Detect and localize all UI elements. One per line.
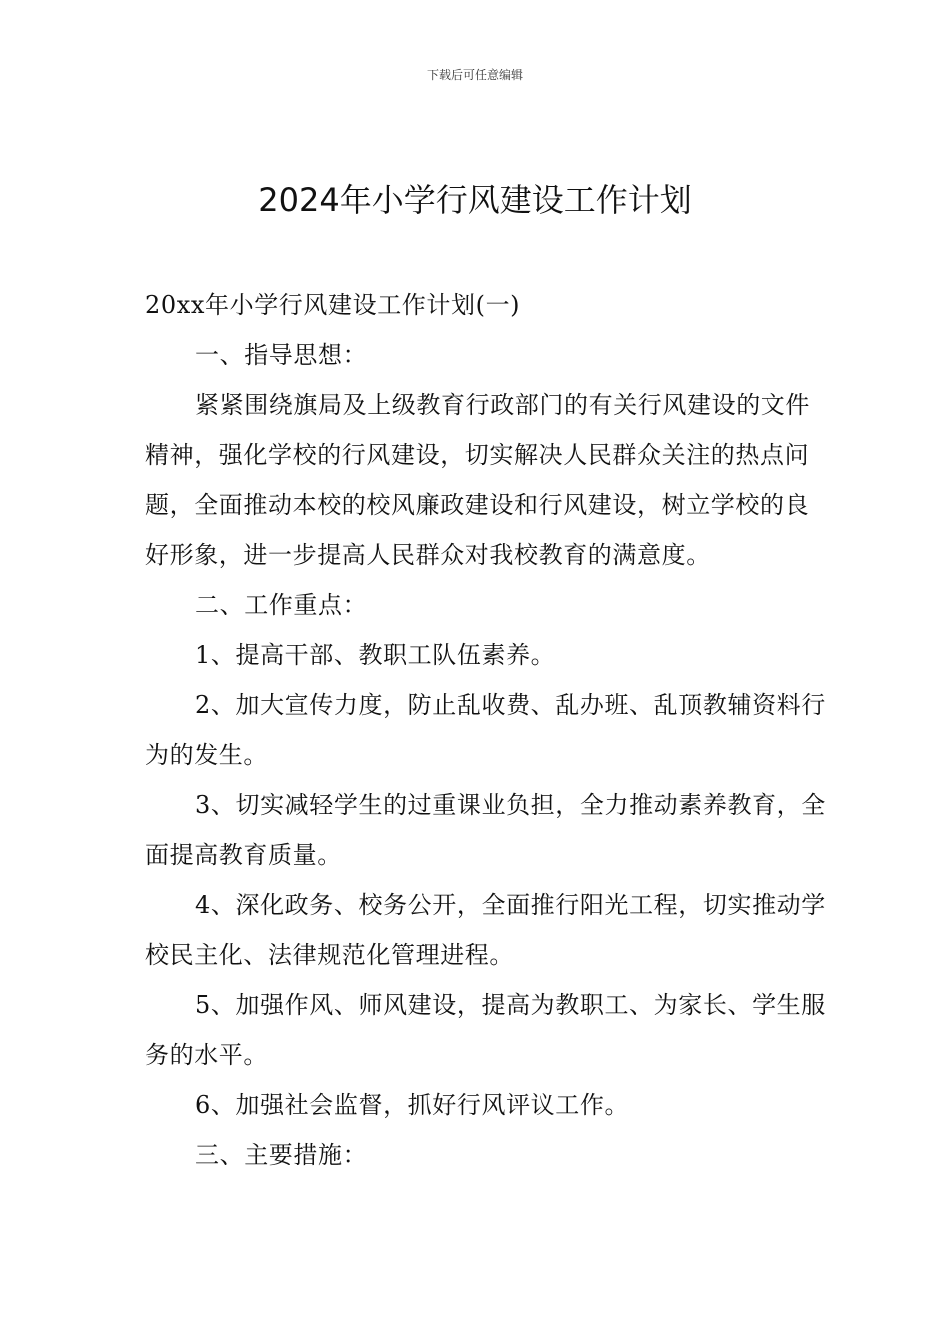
list-item: 2、加大宣传力度，防止乱收费、乱办班、乱顶教辅资料行为的发生。 <box>145 691 826 769</box>
section-heading-guiding-ideology: 一、指导思想： <box>195 341 368 369</box>
header-note: 下载后可任意编辑 <box>426 68 523 82</box>
body-paragraph: 紧紧围绕旗局及上级教育行政部门的有关行风建设的文件精神，强化学校的行风建设，切实解决人民群众关注的热点问题，全面推动本校的校风廉政建设和行风建设，树立学校的良好形象，进一步提高人民群众对我校教育的满意度。 <box>145 391 810 569</box>
document-body <box>145 280 828 1180</box>
section-heading-main-measures: 三、主要措施： <box>195 1141 368 1169</box>
subtitle-paragraph: 20xx年小学行风建设工作计划(一) <box>145 291 521 319</box>
list-item: 3、切实减轻学生的过重课业负担，全力推动素养教育，全面提高教育质量。 <box>145 791 826 869</box>
document-title: 2024年小学行风建设工作计划 <box>258 181 692 219</box>
section-heading-work-focus: 二、工作重点： <box>195 591 368 619</box>
list-item: 5、加强作风、师风建设，提高为教职工、为家长、学生服务的水平。 <box>145 991 826 1069</box>
list-item: 4、深化政务、校务公开，全面推行阳光工程，切实推动学校民主化、法律规范化管理进程。 <box>145 891 826 969</box>
list-item: 1、提高干部、教职工队伍素养。 <box>195 641 556 669</box>
list-item: 6、加强社会监督，抓好行风评议工作。 <box>195 1091 630 1119</box>
